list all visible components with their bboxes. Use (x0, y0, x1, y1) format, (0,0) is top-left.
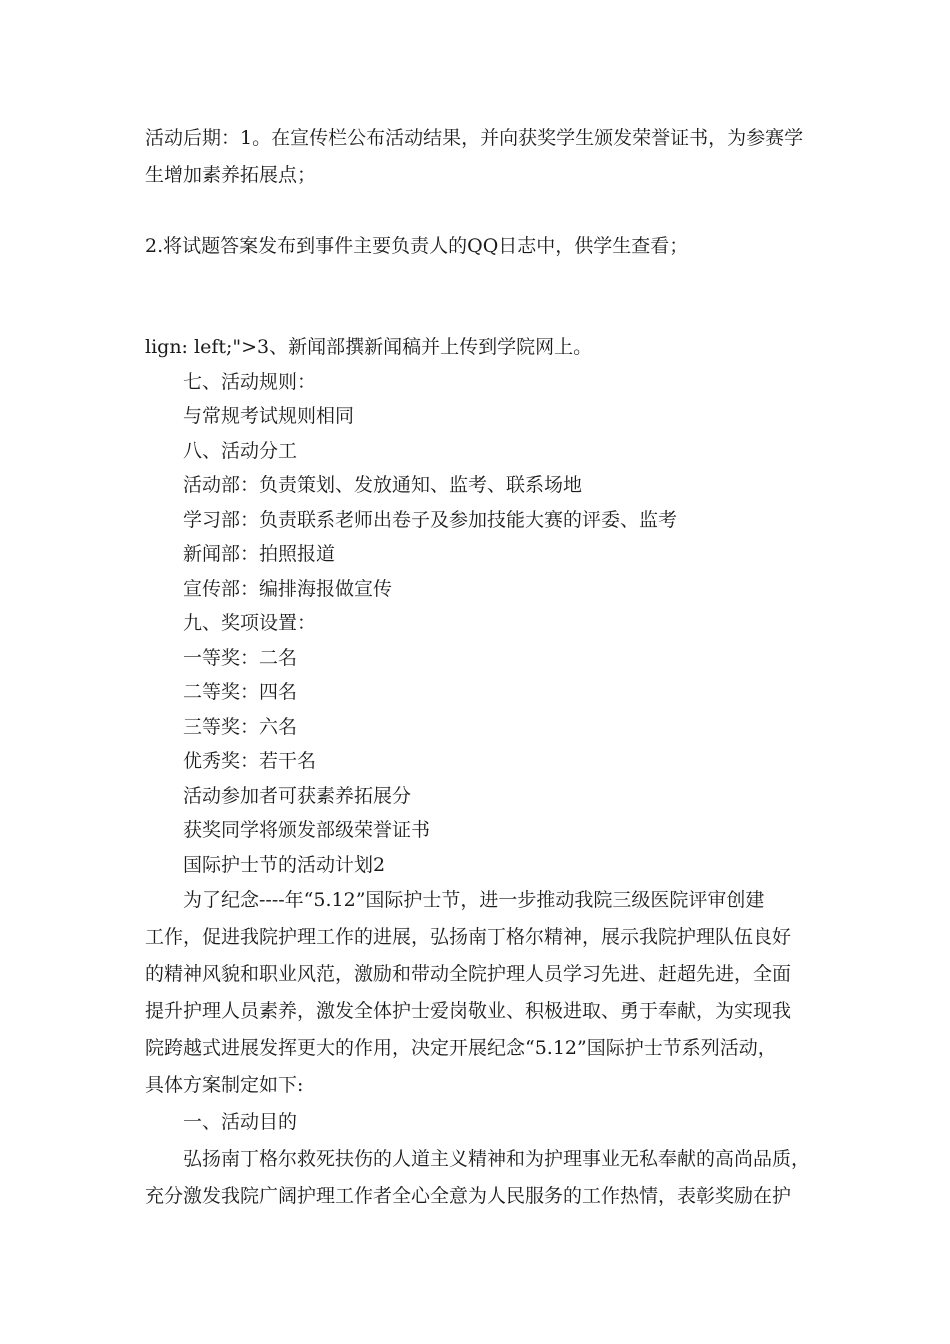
list-item: 宣传部：编排海报做宣传 (183, 578, 393, 600)
list-item: 获奖同学将颁发部级荣誉证书 (183, 819, 431, 841)
plan-title: 国际护士节的活动计划2 (183, 854, 386, 876)
paragraph-line: 工作，促进我院护理工作的进展，弘扬南丁格尔精神，展示我院护理队伍良好 (145, 926, 792, 948)
paragraph-line: 具体方案制定如下: (145, 1074, 304, 1096)
list-item: 新闻部：拍照报道 (183, 543, 336, 565)
paragraph-line: 院跨越式进展发挥更大的作用，决定开展纪念“5.12”国际护士节系列活动， (145, 1037, 777, 1059)
paragraph-line: 的精神风貌和职业风范，激励和带动全院护理人员学习先进、赶超先进，全面 (145, 963, 792, 985)
paragraph-line: 2.将试题答案发布到事件主要负责人的QQ日志中，供学生查看； (145, 235, 689, 257)
paragraph-line: 弘扬南丁格尔救死扶伤的人道主义精神和为护理事业无私奉献的高尚品质， (183, 1148, 811, 1170)
list-item: 三等奖：六名 (183, 716, 298, 738)
section-heading: 一、活动目的 (183, 1111, 298, 1133)
list-item: 一等奖：二名 (183, 647, 298, 669)
section-heading: 九、奖项设置： (183, 612, 317, 634)
list-item: 活动参加者可获素养拓展分 (183, 785, 412, 807)
list-item: 优秀奖：若干名 (183, 750, 317, 772)
section-heading: 八、活动分工 (183, 440, 298, 462)
paragraph-line: 与常规考试规则相同 (183, 405, 355, 427)
paragraph-line: 充分激发我院广阔护理工作者全心全意为人民服务的工作热情，表彰奖励在护 (145, 1185, 792, 1207)
list-item: 活动部：负责策划、发放通知、监考、联系场地 (183, 474, 583, 496)
paragraph-line: 提升护理人员素养，激发全体护士爱岗敬业、积极进取、勇于奉献，为实现我 (145, 1000, 792, 1022)
paragraph-line: lign: left;">3、新闻部撰新闻稿并上传到学院网上。 (145, 336, 593, 358)
paragraph-line: 为了纪念----年“5.12”国际护士节，进一步推动我院三级医院评审创建 (183, 889, 765, 911)
section-heading: 七、活动规则： (183, 371, 317, 393)
paragraph-line: 活动后期：1。在宣传栏公布活动结果，并向获奖学生颁发荣誉证书，为参赛学 (145, 127, 804, 149)
list-item: 学习部：负责联系老师出卷子及参加技能大赛的评委、监考 (183, 509, 678, 531)
list-item: 二等奖：四名 (183, 681, 298, 703)
paragraph-line: 生增加素养拓展点； (145, 164, 317, 186)
